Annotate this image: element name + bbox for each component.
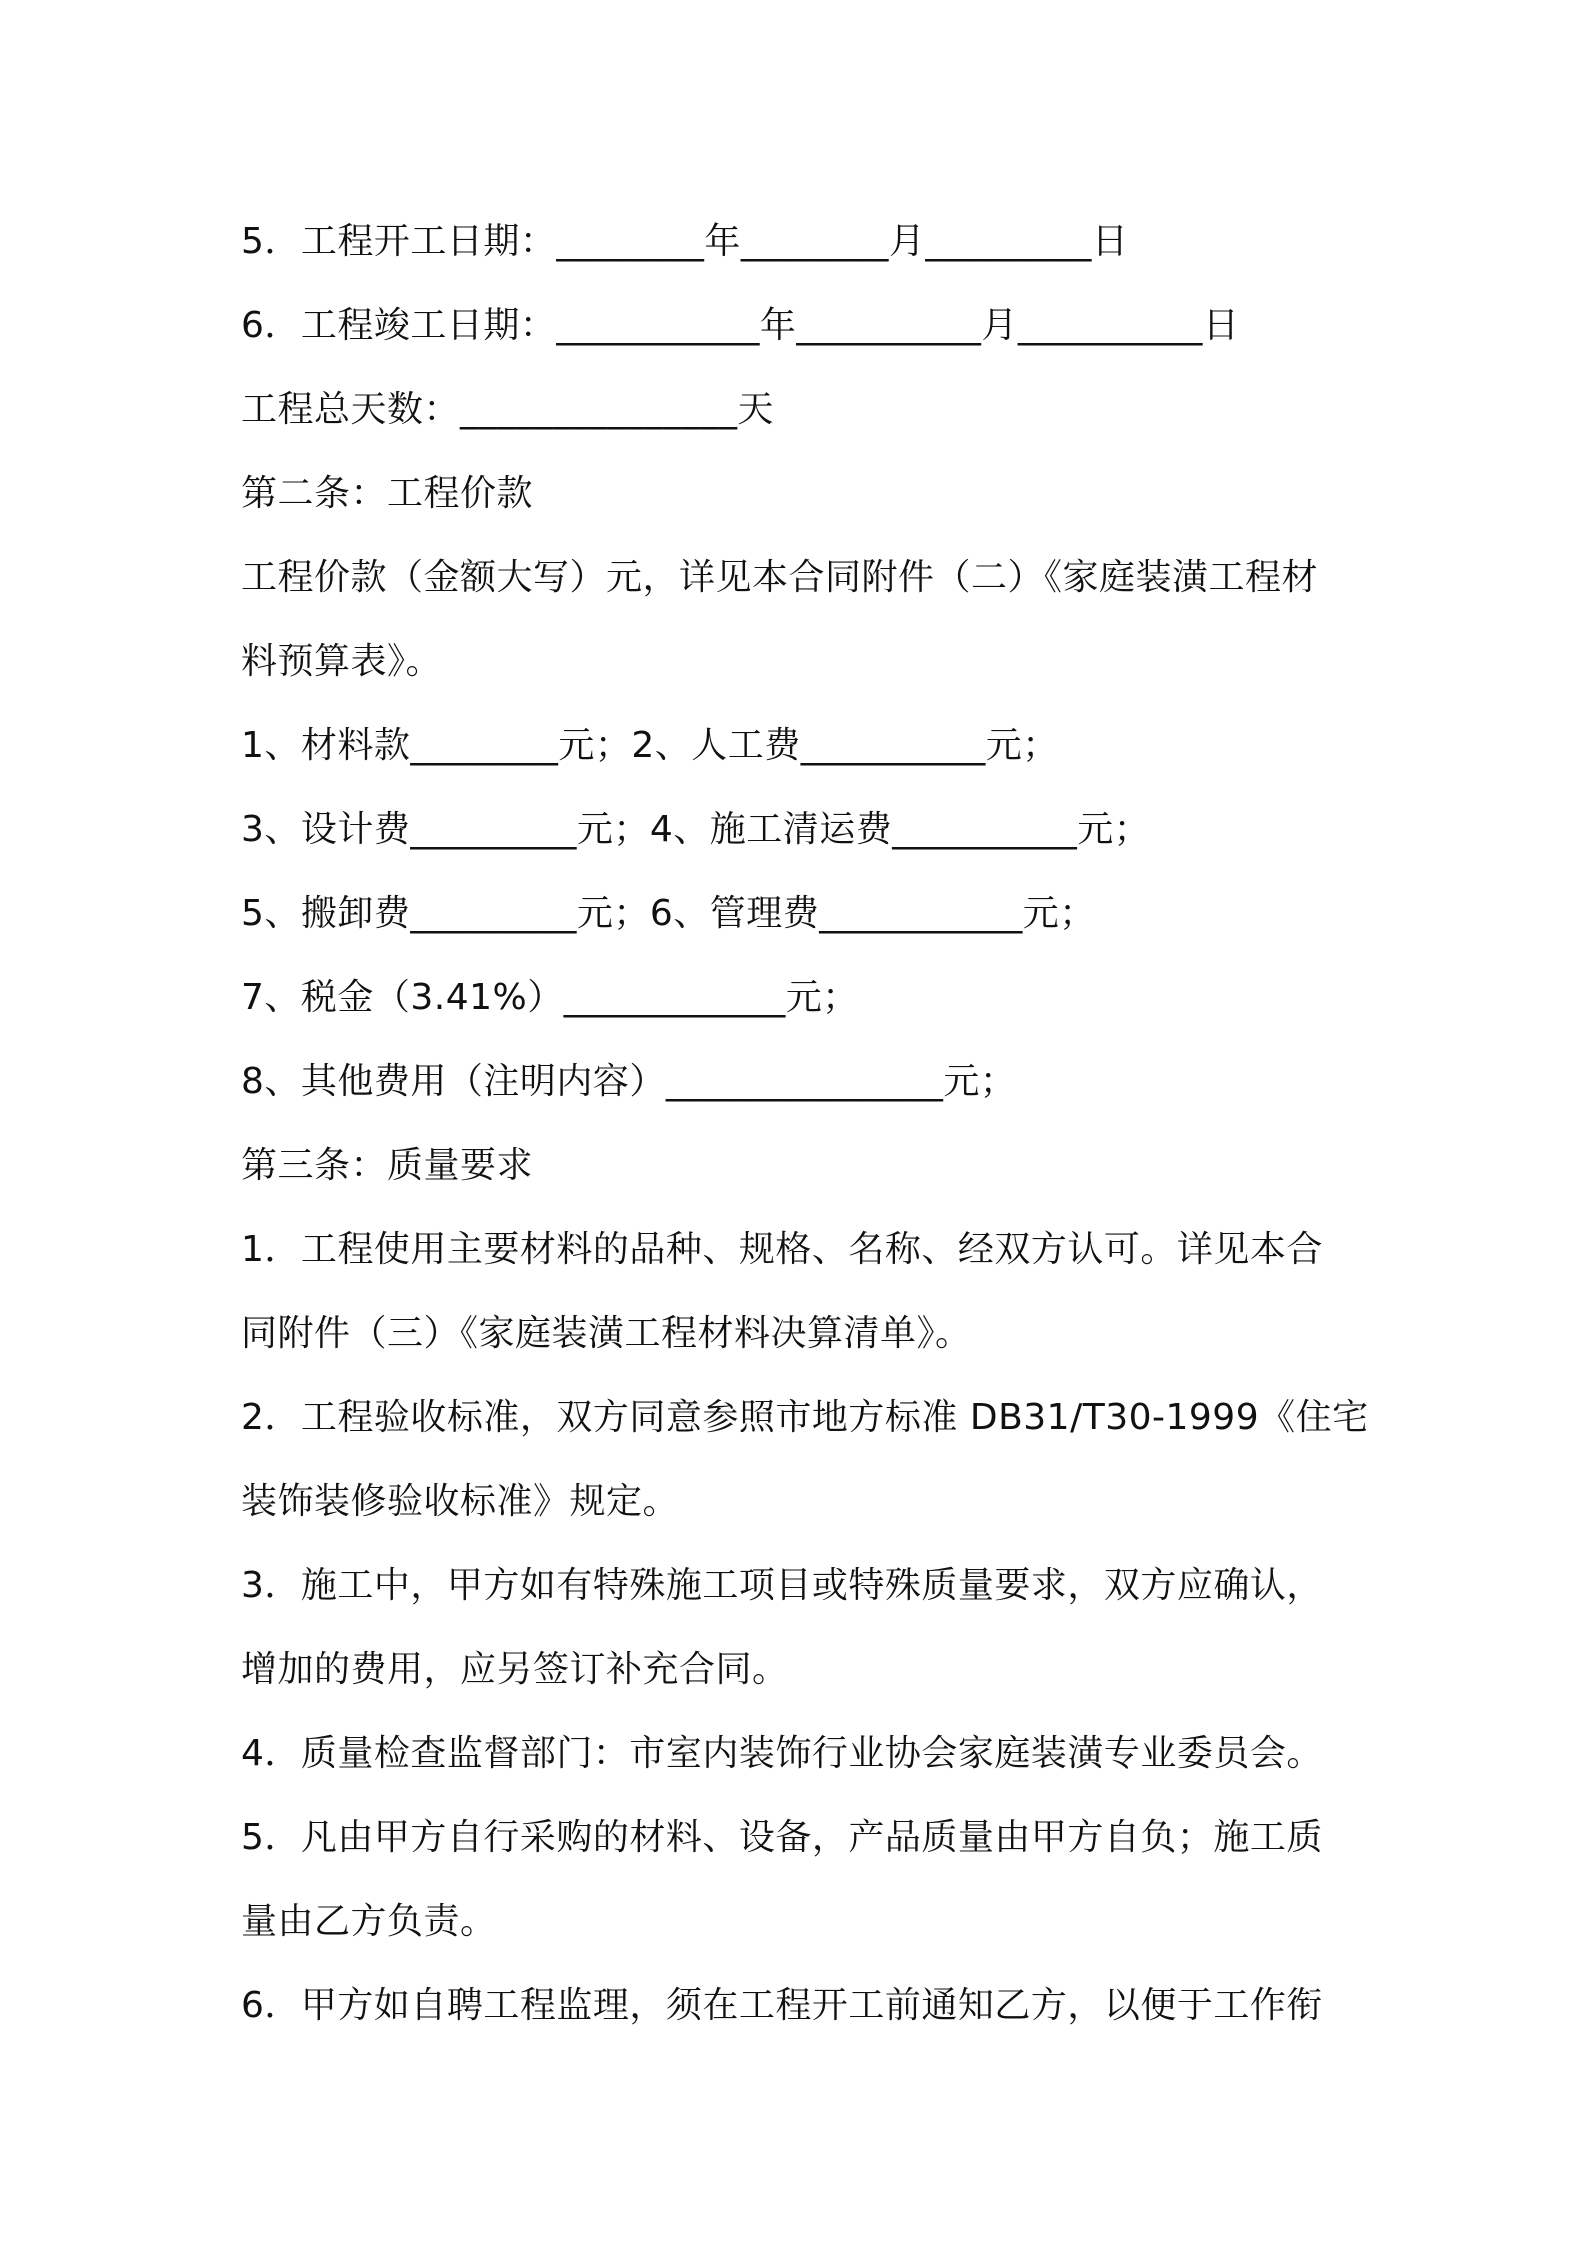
- article-three-heading: 第三条：质量要求: [241, 1145, 534, 1186]
- document-body: [241, 200, 1369, 2048]
- price-paragraph-line-1: 工程价款（金额大写）元，详见本合同附件（二）《家庭装潢工程材: [241, 557, 1319, 598]
- total-days-line: 工程总天数：_______________天: [241, 389, 775, 430]
- start-date-line: 5．工程开工日期：________年________月_________日: [241, 221, 1129, 262]
- fee-line-handling-management: 5、搬卸费_________元；6、管理费___________元；: [241, 893, 1096, 934]
- fee-line-design-cleanup: 3、设计费_________元；4、施工清运费__________元；: [241, 809, 1151, 850]
- quality-item-5-line-1: 5．凡由甲方自行采购的材料、设备，产品质量由甲方自负；施工质: [241, 1817, 1323, 1858]
- quality-item-6-line-1: 6．甲方如自聘工程监理，须在工程开工前通知乙方，以便于工作衔: [241, 1985, 1323, 2026]
- quality-item-2-line-1: 2．工程验收标准，双方同意参照市地方标准 DB31/T30-1999《住宅: [241, 1397, 1369, 1438]
- quality-item-5-line-2: 量由乙方负责。: [241, 1901, 497, 1942]
- price-paragraph-line-2: 料预算表》。: [241, 641, 443, 682]
- article-two-heading: 第二条：工程价款: [241, 473, 534, 514]
- fee-line-materials-labor: 1、材料款________元；2、人工费__________元；: [241, 725, 1059, 766]
- quality-item-1-line-2: 同附件（三）《家庭装潢工程材料决算清单》。: [241, 1313, 972, 1354]
- fee-line-tax: 7、税金（3.41%）____________元；: [241, 977, 859, 1018]
- quality-item-2-line-2: 装饰装修验收标准》规定。: [241, 1481, 680, 1522]
- quality-item-4: 4．质量检查监督部门：市室内装饰行业协会家庭装潢专业委员会。: [241, 1733, 1323, 1774]
- quality-item-3-line-2: 增加的费用，应另签订补充合同。: [241, 1649, 789, 1690]
- fee-line-other: 8、其他费用（注明内容）_______________元；: [241, 1061, 1017, 1102]
- quality-item-3-line-1: 3．施工中，甲方如有特殊施工项目或特殊质量要求，双方应确认，: [241, 1565, 1323, 1606]
- quality-item-1-line-1: 1．工程使用主要材料的品种、规格、名称、经双方认可。详见本合: [241, 1229, 1323, 1270]
- completion-date-line: 6．工程竣工日期：___________年__________月__________日: [241, 305, 1240, 346]
